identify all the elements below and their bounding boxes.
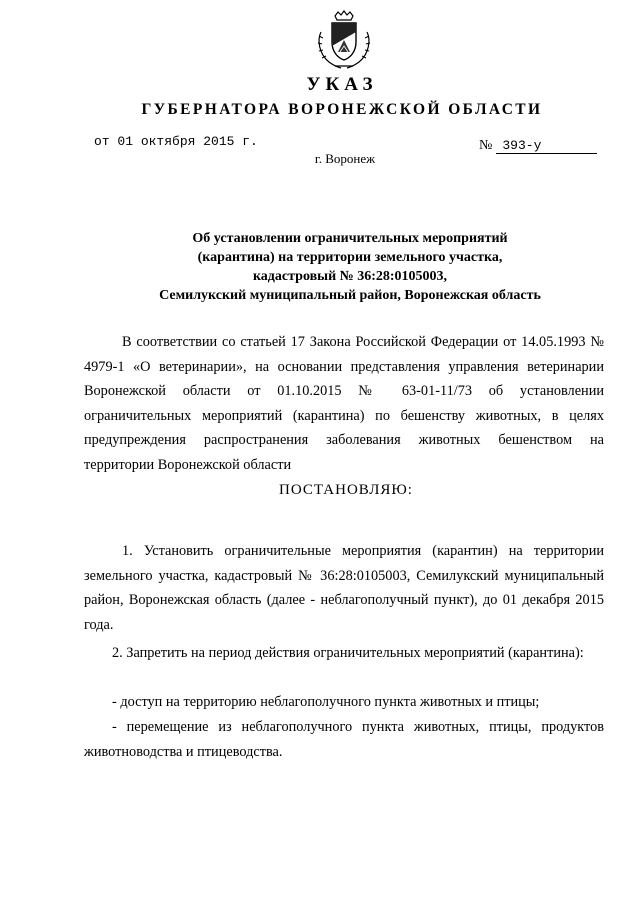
item-2-paragraph: 2. Запретить на период действия ограничительных мероприятий (карантина): <box>112 645 584 661</box>
coat-of-arms-emblem <box>315 10 373 70</box>
document-type-title: УКАЗ <box>306 74 378 95</box>
date-value: 01 октября 2015 г. <box>117 134 258 149</box>
subject-line: кадастровый № 36:28:0105003, <box>252 269 448 284</box>
item-2-bullet-1: - доступ на территорию неблагополучного пункта животных и птицы; <box>112 694 540 710</box>
item-1-paragraph: 1. Установить ограничительные мероприятия (карантин) на территории земельного участка, кадастровый № 36:28:0105003, Семилукский муниципальный район, Воронежская область (далее - неблагополучный пункт), до 01 декабря 2015 года. <box>84 543 604 633</box>
date-prefix: от <box>94 134 110 149</box>
number-prefix: № <box>479 138 493 153</box>
subject-line: Семилукский муниципальный район, Воронежская область <box>159 288 541 303</box>
issuer-title: ГУБЕРНАТОРА ВОРОНЕЖСКОЙ ОБЛАСТИ <box>141 101 543 118</box>
document-subject <box>90 229 610 305</box>
item-2-bullet-2: - перемещение из неблагополучного пункта животных, птицы, продуктов животноводства и птицеводства. <box>84 719 604 760</box>
number-value: 393-у <box>496 138 597 154</box>
city: г. Воронеж <box>314 151 376 166</box>
preamble-paragraph: В соответствии со статьей 17 Закона Российской Федерации от 14.05.1993 № 4979-1 «О ветеринарии», на основании представления управления ветеринарии Воронежской области от 01.10.2015 № 63-01-11/73 об установлении ограничительных мероприятий (карантина) по бешенству животных, в целях предупреждения распространения заболевания животных бешенством на территории Воронежской области <box>84 334 604 473</box>
decree-heading: ПОСТАНОВЛЯЮ: <box>279 482 413 498</box>
subject-line: (карантина) на территории земельного участка, <box>197 250 503 265</box>
document-date <box>94 134 258 149</box>
subject-line: Об установлении ограничительных мероприятий <box>192 231 508 246</box>
